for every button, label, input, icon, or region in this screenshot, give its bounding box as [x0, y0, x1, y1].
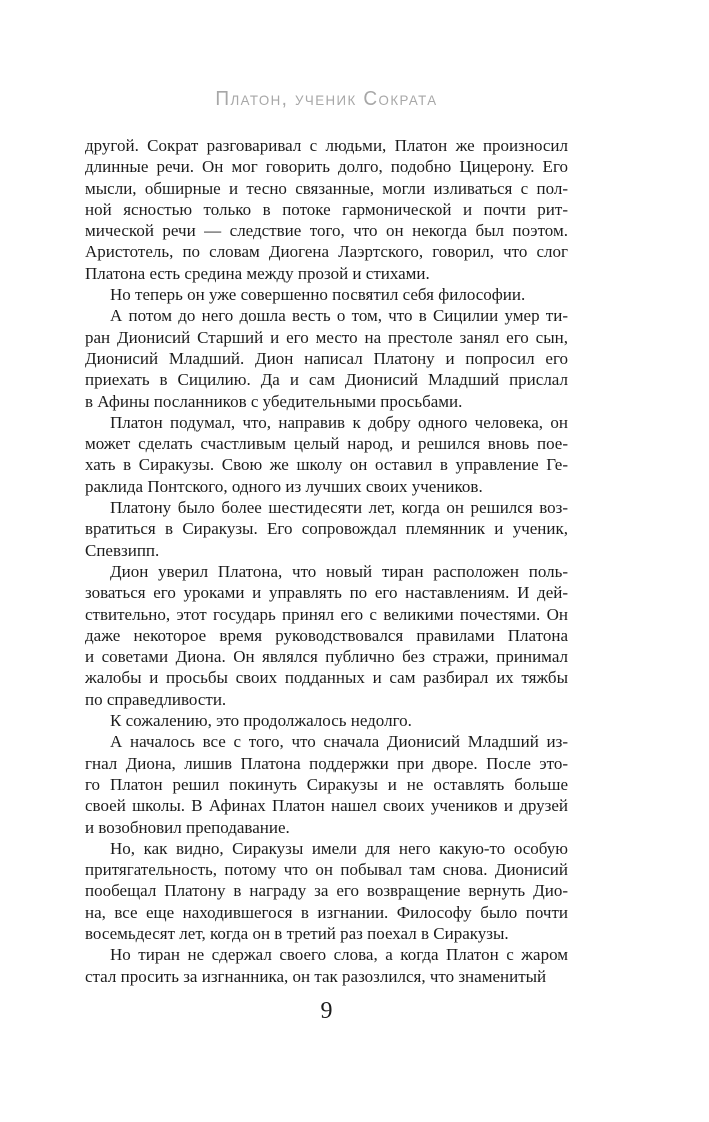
- text-line: своей школы. В Афинах Платон нашел своих учеников и друзей: [85, 796, 568, 816]
- text-line: Аристотель, по словам Диогена Лаэртского, говорил, что слог: [85, 242, 568, 262]
- paragraph: [85, 944, 568, 987]
- running-head: Платон, ученик Сократа: [215, 88, 438, 110]
- paragraph: [85, 731, 568, 837]
- text-line: Спевзипп.: [85, 540, 160, 560]
- text-line: длинные речи. Он мог говорить долго, подобно Цицерону. Его: [85, 157, 568, 177]
- text-line: Платон подумал, что, направив к добру одного человека, он: [110, 412, 568, 432]
- paragraph: [85, 135, 568, 284]
- text-line: в Афины посланников с убедительными просьбами.: [85, 391, 463, 411]
- page-number: 9: [320, 998, 333, 1024]
- paragraph: [85, 412, 568, 497]
- text-line: вратиться в Сиракузы. Его сопровождал племянник и ученик,: [85, 519, 568, 539]
- text-line: Дионисий Младший. Дион написал Платону и попросил его: [85, 348, 568, 368]
- text-line: пообещал Платону в награду за его возвращение вернуть Дио-: [85, 881, 568, 901]
- paragraph: [85, 305, 568, 411]
- text-line: и советами Диона. Он являлся публично без стражи, принимал: [85, 647, 568, 667]
- text-line: ной ясностью только в потоке гармонической и почти рит-: [85, 199, 568, 219]
- text-line: зоваться его уроками и управлять по его наставлениям. И дей-: [85, 583, 568, 603]
- paragraph: [85, 497, 568, 561]
- text-line: на, все еще находившегося в изгнании. Философу было почти: [85, 902, 568, 922]
- text-line: жалобы и просьбы своих подданных и сам разбирал их тяжбы: [85, 668, 568, 688]
- text-line: Дион уверил Платона, что новый тиран расположен поль-: [110, 561, 568, 581]
- text-line: Платона есть средина между прозой и стихами.: [85, 263, 430, 283]
- text-line: притягательность, потому что он побывал там снова. Дионисий: [85, 860, 568, 880]
- paragraph: [85, 838, 568, 944]
- text-line: А началось все с того, что сначала Дионисий Младший из-: [110, 732, 568, 752]
- text-line: мической речи — следствие того, что он некогда был поэтом.: [85, 221, 568, 241]
- text-line: Но, как видно, Сиракузы имели для него какую-то особую: [110, 838, 568, 858]
- text-line: раклида Понтского, одного из лучших своих учеников.: [85, 476, 483, 496]
- text-line: го Платон решил покинуть Сиракузы и не оставлять больше: [85, 774, 568, 794]
- text-line: гнал Диона, лишив Платона поддержки при дворе. После это-: [85, 753, 568, 773]
- text-line: мысли, обширные и тесно связанные, могли изливаться с пол-: [85, 178, 568, 198]
- text-line: К сожалению, это продолжалось недолго.: [110, 711, 412, 731]
- text-line: стал просить за изгнанника, он так разозлился, что знаменитый: [85, 966, 547, 986]
- text-line: восемьдесят лет, когда он в третий раз поехал в Сиракузы.: [85, 923, 509, 943]
- text-line: может сделать счастливым целый народ, и решился вновь пое-: [85, 434, 568, 454]
- text-line: ствительно, этот государь принял его с великими почестями. Он: [85, 604, 568, 624]
- text-line: даже некоторое время руководствовался правилами Платона: [85, 625, 568, 645]
- text-line: Но теперь он уже совершенно посвятил себя философии.: [110, 285, 526, 305]
- paragraph: [85, 284, 568, 305]
- text-line: Но тиран не сдержал своего слова, а когда Платон с жаром: [110, 945, 568, 965]
- text-line: и возобновил преподавание.: [85, 817, 290, 837]
- paragraph: [85, 710, 568, 731]
- text-line: по справедливости.: [85, 689, 227, 709]
- text-line: хать в Сиракузы. Свою же школу он оставил в управление Ге-: [85, 455, 568, 475]
- text-line: ран Дионисий Старший и его место на престоле занял его сын,: [85, 327, 568, 347]
- paragraph: [85, 561, 568, 710]
- text-block: [85, 135, 568, 987]
- text-line: приехать в Сицилию. Да и сам Дионисий Младший прислал: [85, 370, 568, 390]
- text-line: другой. Сократ разговаривал с людьми, Платон же произносил: [85, 136, 568, 155]
- text-line: А потом до него дошла весть о том, что в Сицилии умер ти-: [110, 306, 568, 326]
- text-line: Платону было более шестидесяти лет, когда он решился воз-: [110, 498, 568, 518]
